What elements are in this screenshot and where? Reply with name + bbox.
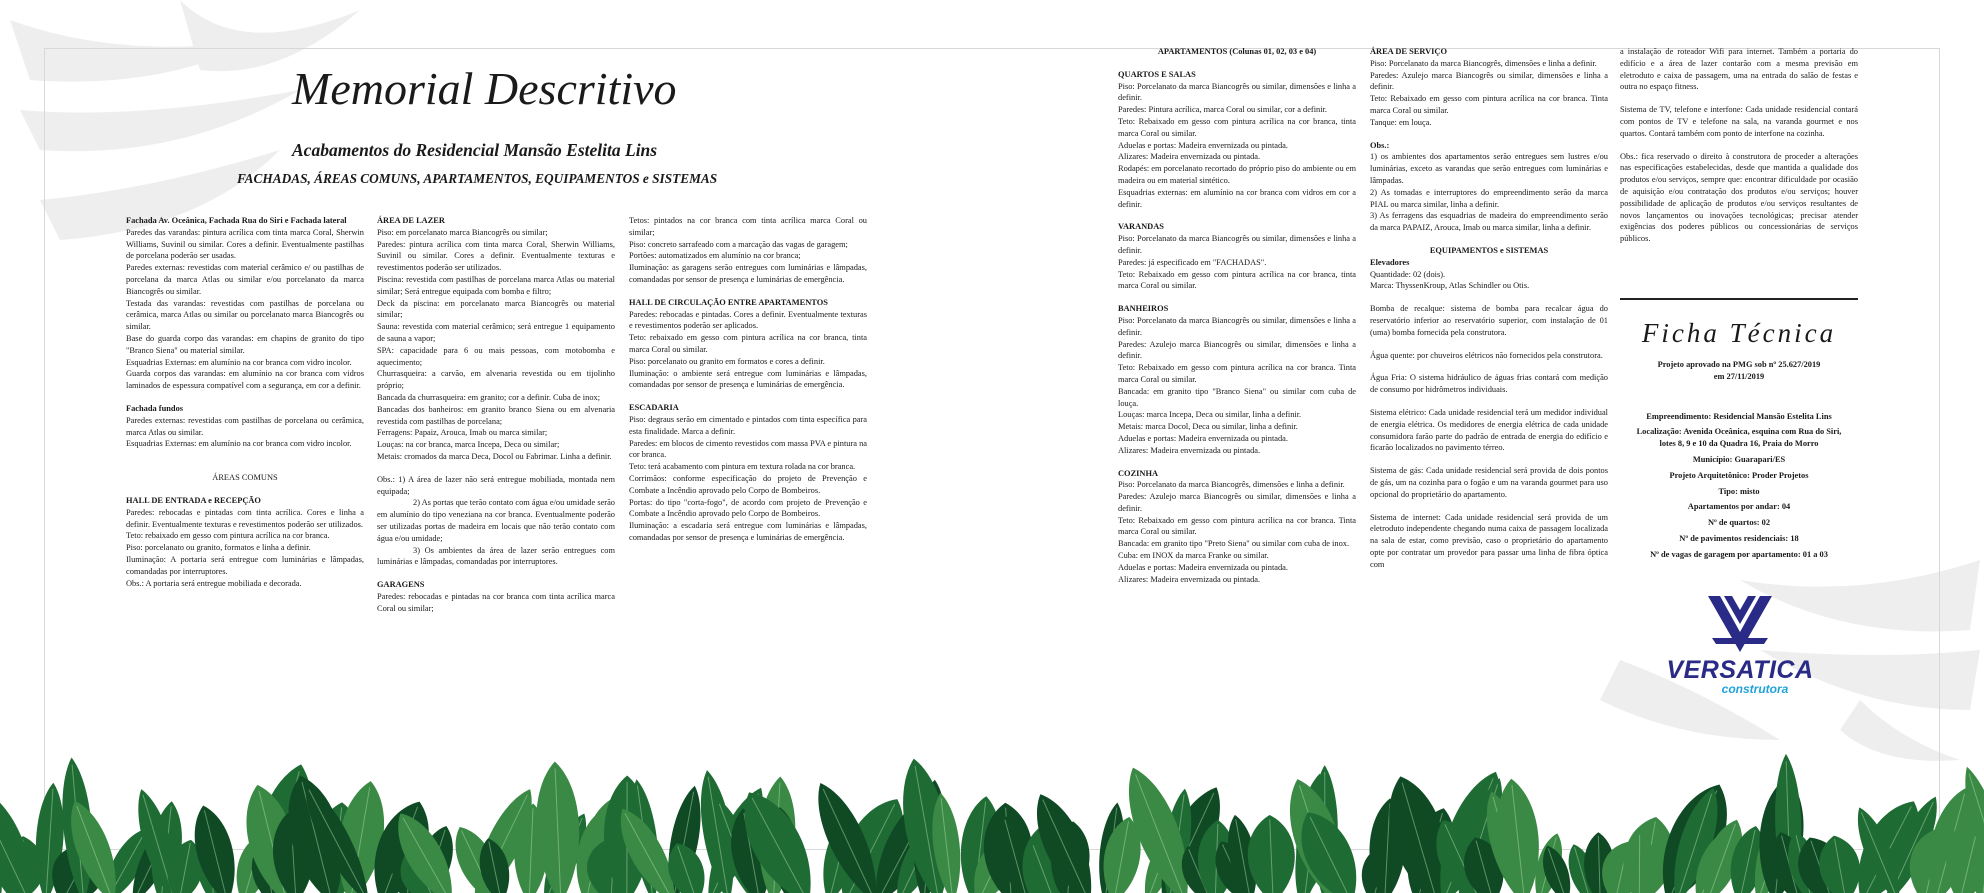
col5-item: 3) As ferragens das esquadrias de madeira do empreendimento serão da marca PAPAIZ, Arouca, Imab ou marca similar, linha a definir.	[1370, 211, 1608, 233]
col3-item: Iluminação: o ambiente será entregue com luminárias e lâmpadas, comandadas por sensor de presença e luminárias de emergência.	[629, 368, 867, 390]
col5-item: Sistema de internet: Cada unidade residencial será provida de um eletroduto independente chegando numa caixa de passagem localizada na sala de estar, como previsão, caso o proprietário do apartamento opte por contratar um provedor para passar uma linha de fibra óptica com	[1370, 512, 1608, 569]
col4-item: Metais: marca Docol, Deca ou similar, linha a definir.	[1118, 422, 1298, 432]
col2-item: Louças: na cor branca, marca Incepa, Deca ou similar;	[377, 440, 560, 450]
col5-item: Sistema de gás: Cada unidade residencial será provida de dois pontos de gás, um na cozinha para o fogão e um na varanda gourmet para uso opcional do proprietário do apartamento.	[1370, 466, 1608, 499]
ficha-line: Projeto aprovado na PMG sob nº 25.627/2019	[1657, 360, 1821, 369]
ficha-tecnica	[1620, 359, 1858, 561]
col4-item: Teto: Rebaixado em gesso com pintura acrílica na cor branca, tinta marca Coral ou similar.	[1118, 269, 1356, 291]
ficha-tecnica-title: Ficha Técnica	[1641, 318, 1837, 348]
col3-item: Piso: degraus serão em cimentado e pintados com tinta específica para esta finalidade. Marca a definir.	[629, 414, 867, 436]
ficha-line: Nº de quartos: 02	[1707, 518, 1771, 528]
col1-item: Paredes: rebocadas e pintadas com tinta acrílica. Cores e linha a definir. Eventualmente texturas e revestimentos poderão ser utilizados.	[126, 507, 364, 529]
col2-item: Ferragens: Papaiz, Arouca, Imab ou marca similar;	[377, 428, 548, 438]
col1-item: Piso: porcelanato ou granito, formatos e linha a definir.	[126, 543, 311, 553]
col5-item: Paredes: Azulejo marca Biancogrês ou similar, dimensões e linha a definir.	[1370, 70, 1608, 92]
col2-item: Paredes: pintura acrílica com tinta marca Coral, Sherwin Williams, Suvinil ou similar. Cores a definir. Eventualmente texturas e revestimentos poderão ser utilizados.	[377, 239, 615, 273]
ficha-line: Município: Guarapari/ES	[1692, 454, 1786, 464]
col3-item: Corrimãos: conforme especificação do projeto de Prevenção e Combate a Incêndio aprovado pelo Corpo de Bombeiros.	[629, 473, 867, 495]
col2-heading: GARAGENS	[377, 580, 425, 590]
col1-item: Teto: rebaixado em gesso com pintura acrílica na cor branca.	[126, 531, 330, 541]
col3-heading: ESCADARIA	[629, 403, 679, 413]
ficha-line: Tipo: misto	[1718, 486, 1760, 496]
col4-item: Bancada: em granito tipo "Branco Siena" ou similar com cuba de louça.	[1118, 386, 1356, 408]
col4-item: Cuba: em INOX da marca Franke ou similar.	[1118, 551, 1269, 561]
col3-item: Teto: terá acabamento com pintura em textura rolada na cor branca.	[629, 462, 856, 472]
col1-heading: Fachada Av. Oceânica, Fachada Rua do Siri e Fachada lateral	[126, 216, 347, 225]
col4-item: Paredes: já especificado em "FACHADAS".	[1118, 257, 1267, 267]
ficha-line: Apartamentos por andar: 04	[1687, 502, 1791, 512]
ficha-line: Empreendimento: Residencial Mansão Estelita Lins	[1646, 411, 1832, 421]
foliage-border	[0, 740, 1984, 893]
col2-item: Sauna: revestida com material cerâmico; será entregue 1 equipamento de sauna a vapor;	[377, 322, 615, 343]
logo-subtitle: construtora	[1721, 682, 1789, 696]
ficha-line: lotes 8, 9 e 10 da Quadra 16, Praia do Morro	[1659, 439, 1819, 449]
col5-item: Piso: Porcelanato da marca Biancogrês, dimensões e linha a definir.	[1370, 58, 1597, 68]
page-subtitle: Acabamentos do Residencial Mansão Estelita Lins	[292, 140, 658, 160]
col3-item: Portões: automatizados em alumínio na cor branca;	[629, 251, 801, 261]
col5-heading: Elevadores	[1370, 257, 1410, 267]
col5-item: Marca: ThyssenKroup, Atlas Schindler ou Otis.	[1370, 281, 1530, 291]
column-servico-sistemas	[1370, 46, 1608, 570]
section-heading-apartamentos: APARTAMENTOS (Colunas 01, 02, 03 e 04)	[1157, 47, 1317, 56]
col1-item: Testada das varandas: revestidas com pastilhas de porcelana ou cerâmica, marca Atlas ou similar ou porcelanato marca Biancogrês ou similar.	[126, 298, 364, 332]
col4-item: Piso: Porcelanato da marca Biancogrês, dimensões e linha a definir.	[1118, 480, 1345, 490]
col5-item: Água Fria: O sistema hidráulico de águas frias contará com medição de consumo por hidrômetros individuais.	[1370, 373, 1608, 395]
col3-item: Paredes: em blocos de cimento revestidos com massa PVA e pintura na cor branca.	[629, 438, 867, 460]
col2-item: Bancadas dos banheiros: em granito branco Siena ou em alvenaria revestida com pastilhas de porcelana;	[377, 404, 615, 426]
col4-item: Aduelas e portas: Madeira envernizada ou pintada.	[1118, 140, 1288, 150]
column-sistemas-obs	[1620, 46, 1858, 245]
col3-item: Portas: do tipo "corta-fogo", de acordo com projeto de Prevenção e Combate a Incêndio aprovado pelo Corpo de Bombeiros.	[629, 497, 867, 519]
col5-item: Água quente: por chuveiros elétricos não fornecidos pela construtora.	[1370, 350, 1603, 360]
col1-item: Paredes externas: revestidas com pastilhas de porcelana ou cerâmica, marca Atlas ou similar.	[126, 415, 364, 437]
col3-heading: HALL DE CIRCULAÇÃO ENTRE APARTAMENTOS	[629, 297, 828, 307]
ficha-line: Nº de vagas de garagem por apartamento: 01 a 03	[1650, 549, 1828, 559]
col2-item: Churrasqueira: a carvão, em alvenaria revestida ou em tijolinho próprio;	[377, 369, 615, 391]
col4-item: Bancada: em granito tipo "Preto Siena" ou similar com cuba de inox.	[1118, 539, 1350, 549]
col2-item: 2) As portas que terão contato com água e/ou umidade serão em alumínio do tipo veneziana na cor branca. Eventualmente poderão ser utilizadas portas de madeira em locais que não terão contato com água e/ou umidade;	[377, 498, 615, 543]
versatica-emblem-icon	[1706, 594, 1774, 656]
sections-line: FACHADAS, ÁREAS COMUNS, APARTAMENTOS, EQUIPAMENTOS e SISTEMAS	[237, 171, 718, 186]
col6-item: Obs.: fica reservado o direito à construtora de proceder a alterações nas especificações estabelecidas, desde que mantida a qualidade dos produtos e/ou serviços, sempre que: encontrar dificuldade por ocasião de aquisição e/ou contratação dos produtos e/ou serviços; houver possibilidade de aplicação de produtos e/ou serviços resultantes de novos lançamentos ou inovações tecnológicas; precisar atender exigências dos poderes públicos ou concessionárias de serviços públicos.	[1620, 151, 1858, 244]
section-heading-areas-comuns: ÁREAS COMUNS	[212, 473, 278, 483]
col4-heading: QUARTOS E SALAS	[1118, 69, 1196, 79]
col4-item: Paredes: Azulejo marca Biancogrês ou similar, dimensões e linha a definir.	[1118, 492, 1356, 513]
col1-heading: HALL DE ENTRADA e RECEPÇÃO	[126, 495, 261, 505]
col5-item: Tanque: em louça.	[1370, 117, 1432, 127]
col4-item: Alizares: Madeira envernizada ou pintada.	[1118, 152, 1261, 162]
col4-item: Alizares: Madeira envernizada ou pintada.	[1118, 574, 1261, 584]
col1-item: Obs.: A portaria será entregue mobiliada e decorada.	[126, 578, 302, 588]
versatica-logo	[1650, 590, 1830, 700]
col4-item: Teto: Rebaixado em gesso com pintura acrílica na cor branca, tinta marca Coral ou similar.	[1118, 116, 1356, 138]
col2-item: Piscina: revestida com pastilhas de porcelana marca Atlas ou material similar; Será entregue equipada com bomba e filtro;	[377, 274, 615, 296]
col1-item: Base do guarda corpo das varandas: em chapins de granito do tipo "Branco Siena" ou material similar.	[126, 333, 364, 355]
col3-item: Paredes: rebocadas e pintadas. Cores a definir. Eventualmente texturas e revestimentos poderão ser aplicados.	[629, 309, 867, 331]
page-title: Memorial Descritivo	[292, 63, 677, 114]
column-fachadas	[126, 215, 364, 589]
logo-wordmark: VERSATICA	[1666, 656, 1814, 684]
col4-item: Piso: Porcelanato da marca Biancogrês ou similar, dimensões e linha a definir.	[1118, 234, 1356, 255]
ficha-line: Projeto Arquitetônico: Proder Projetos	[1669, 470, 1809, 480]
col5-item: 1) os ambientes dos apartamentos serão entregues sem lustres e/ou luminárias, exceto as varandas que serão entregues com luminárias e lâmpadas.	[1370, 152, 1608, 185]
col4-item: Louças: marca Incepa, Deca ou similar, linha a definir.	[1118, 410, 1302, 420]
section-heading-equipamentos: EQUIPAMENTOS e SISTEMAS	[1429, 245, 1549, 255]
col2-item: Obs.: 1) A área de lazer não será entregue mobiliada, montada nem equipada;	[377, 474, 615, 496]
col5-heading: ÁREA DE SERVIÇO	[1370, 47, 1447, 56]
col4-heading: VARANDAS	[1118, 222, 1164, 232]
col2-item: Piso: em porcelanato marca Biancogrês ou similar;	[377, 227, 548, 237]
col2-item: Bancada da churrasqueira: em granito; cor a definir. Cuba de inox;	[377, 392, 601, 402]
col1-item: Paredes das varandas: pintura acrílica com tinta marca Coral, Sherwin Williams, Suvinil ou similar. Cores a definir. Eventualmente pastilhas de porcelana poderão ser usadas.	[126, 227, 364, 261]
col4-item: Esquadrias externas: em alumínio na cor branca com vidros em cor a definir.	[1118, 187, 1356, 209]
col3-item: Iluminação: as garagens serão entregues com luminárias e lâmpadas, comandadas por sensor de presença e luminárias de emergência.	[629, 263, 867, 284]
col5-item: Sistema elétrico: Cada unidade residencial terá um medidor individual de energia elétrica. Os medidores de energia elétrica de cada unidade consumidora farão parte do padrão de entrada de energia do edifício e ficarão localizados no pavimento térreo.	[1370, 407, 1608, 453]
col5-item: Quantidade: 02 (dois).	[1370, 269, 1446, 279]
col1-item: Guarda corpos das varandas: em alumínio na cor branca com vidros laminados de espessura compatível com a segurança, em cor a definir.	[126, 369, 364, 391]
ficha-line: em 27/11/2019	[1713, 371, 1765, 381]
col4-item: Paredes: Azulejo marca Biancogrês ou similar, dimensões e linha a definir.	[1118, 339, 1356, 361]
ficha-line: Localização: Avenida Oceânica, esquina com Rua do Siri,	[1636, 427, 1842, 437]
col2-heading: ÁREA DE LAZER	[377, 216, 445, 225]
col6-item: Sistema de TV, telefone e interfone: Cada unidade residencial contará com pontos de TV e telefone na sala, na varanda gourmet e nos quartos. Contará também com ponto de interfone na cozinha.	[1620, 105, 1858, 138]
col4-heading: COZINHA	[1118, 468, 1159, 478]
col4-item: Teto: Rebaixado em gesso com pintura acrílica na cor branca. Tinta marca Coral ou similar.	[1118, 515, 1356, 537]
col4-item: Piso: Porcelanato da marca Biancogrês ou similar, dimensões e linha a definir.	[1118, 315, 1356, 337]
col5-heading: Obs.:	[1370, 140, 1390, 150]
col4-item: Aduelas e portas: Madeira envernizada ou pintada.	[1118, 562, 1288, 572]
col1-item: Esquadrias Externas: em alumínio na cor branca com vidro incolor.	[126, 357, 352, 367]
col3-item: Piso: concreto sarrafeado com a marcação das vagas de garagem;	[629, 239, 848, 249]
col3-item: Piso: porcelanato ou granito em formatos e cores a definir.	[629, 356, 825, 366]
col1-item: Esquadrias Externas: em alumínio na cor branca com vidro incolor.	[126, 439, 352, 449]
col4-item: Rodapés: em porcelanato recortado do próprio piso do ambiente ou em madeira ou em material sintético.	[1118, 164, 1356, 185]
col2-item: Deck da piscina: em porcelanato marca Biancogrês ou material similar;	[377, 298, 615, 320]
col1-item: Iluminação: A portaria será entregue com luminárias e lâmpadas, comandadas por interruptores.	[126, 554, 364, 576]
col6-item: a instalação de roteador Wifi para internet. Também a portaria do edifício e a área de lazer contarão com a mesma previsão em eletroduto e caixa de passagem, uma na entrada do salão de festas e outra no espaço fitness.	[1620, 47, 1858, 92]
col2-item: Paredes: rebocadas e pintadas na cor branca com tinta acrílica marca Coral ou similar;	[377, 591, 615, 613]
col4-item: Aduelas e portas: Madeira envernizada ou pintada.	[1118, 433, 1288, 443]
col1-heading: Fachada fundos	[126, 403, 184, 413]
column-garagens	[629, 215, 867, 544]
col5-item: 2) As tomadas e interruptores do empreendimento serão da marca PIAL ou marca similar, linha a definir.	[1370, 187, 1608, 209]
col3-item: Tetos: pintados na cor branca com tinta acrílica marca Coral ou similar;	[629, 216, 867, 237]
col2-item: Metais: cromados da marca Deca, Docol ou Fabrimar. Linha a definir.	[377, 451, 612, 461]
col4-item: Alizares: Madeira envernizada ou pintada.	[1118, 445, 1261, 455]
col1-item: Paredes externas: revestidas com material cerâmico e/ ou pastilhas de porcelana da marca Atlas ou similar e/ou porcelanato da marca Biancogrês ou similar.	[126, 263, 364, 296]
col4-item: Piso: Porcelanato da marca Biancogrês ou similar, dimensões e linha a definir.	[1118, 81, 1356, 103]
ficha-line: Nº de pavimentos residenciais: 18	[1679, 533, 1799, 543]
col4-item: Teto: Rebaixado em gesso com pintura acrílica na cor branca. Tinta marca Coral ou similar.	[1118, 363, 1356, 384]
column-apartamentos	[1118, 46, 1356, 585]
col2-item: SPA: capacidade para 6 ou mais pessoas, com motobomba e aquecimento;	[377, 345, 615, 367]
col5-item: Teto: Rebaixado em gesso com pintura acrílica na cor branca. Tinta marca Coral ou similar.	[1370, 94, 1608, 115]
col5-item: Bomba de recalque: sistema de bomba para recalcar água do reservatório inferior ao reservatório superior, com instalação de 01 (uma) bomba fornecida pela construtora.	[1370, 304, 1608, 337]
col4-heading: BANHEIROS	[1118, 304, 1169, 314]
col4-item: Paredes: Pintura acrílica, marca Coral ou similar, cor a definir.	[1118, 105, 1327, 115]
col3-item: Iluminação: a escadaria será entregue com luminárias e lâmpadas, comandadas por sensor de presença e luminárias de emergência.	[629, 521, 867, 542]
col3-item: Teto: rebaixado em gesso com pintura acrílica na cor branca, tinta marca Coral ou similar.	[629, 333, 867, 354]
column-area-lazer	[377, 215, 615, 615]
divider-rule	[1620, 298, 1858, 300]
col2-item: 3) Os ambientes da área de lazer serão entregues com luminárias e lâmpadas, comandadas por interruptores.	[377, 545, 615, 567]
